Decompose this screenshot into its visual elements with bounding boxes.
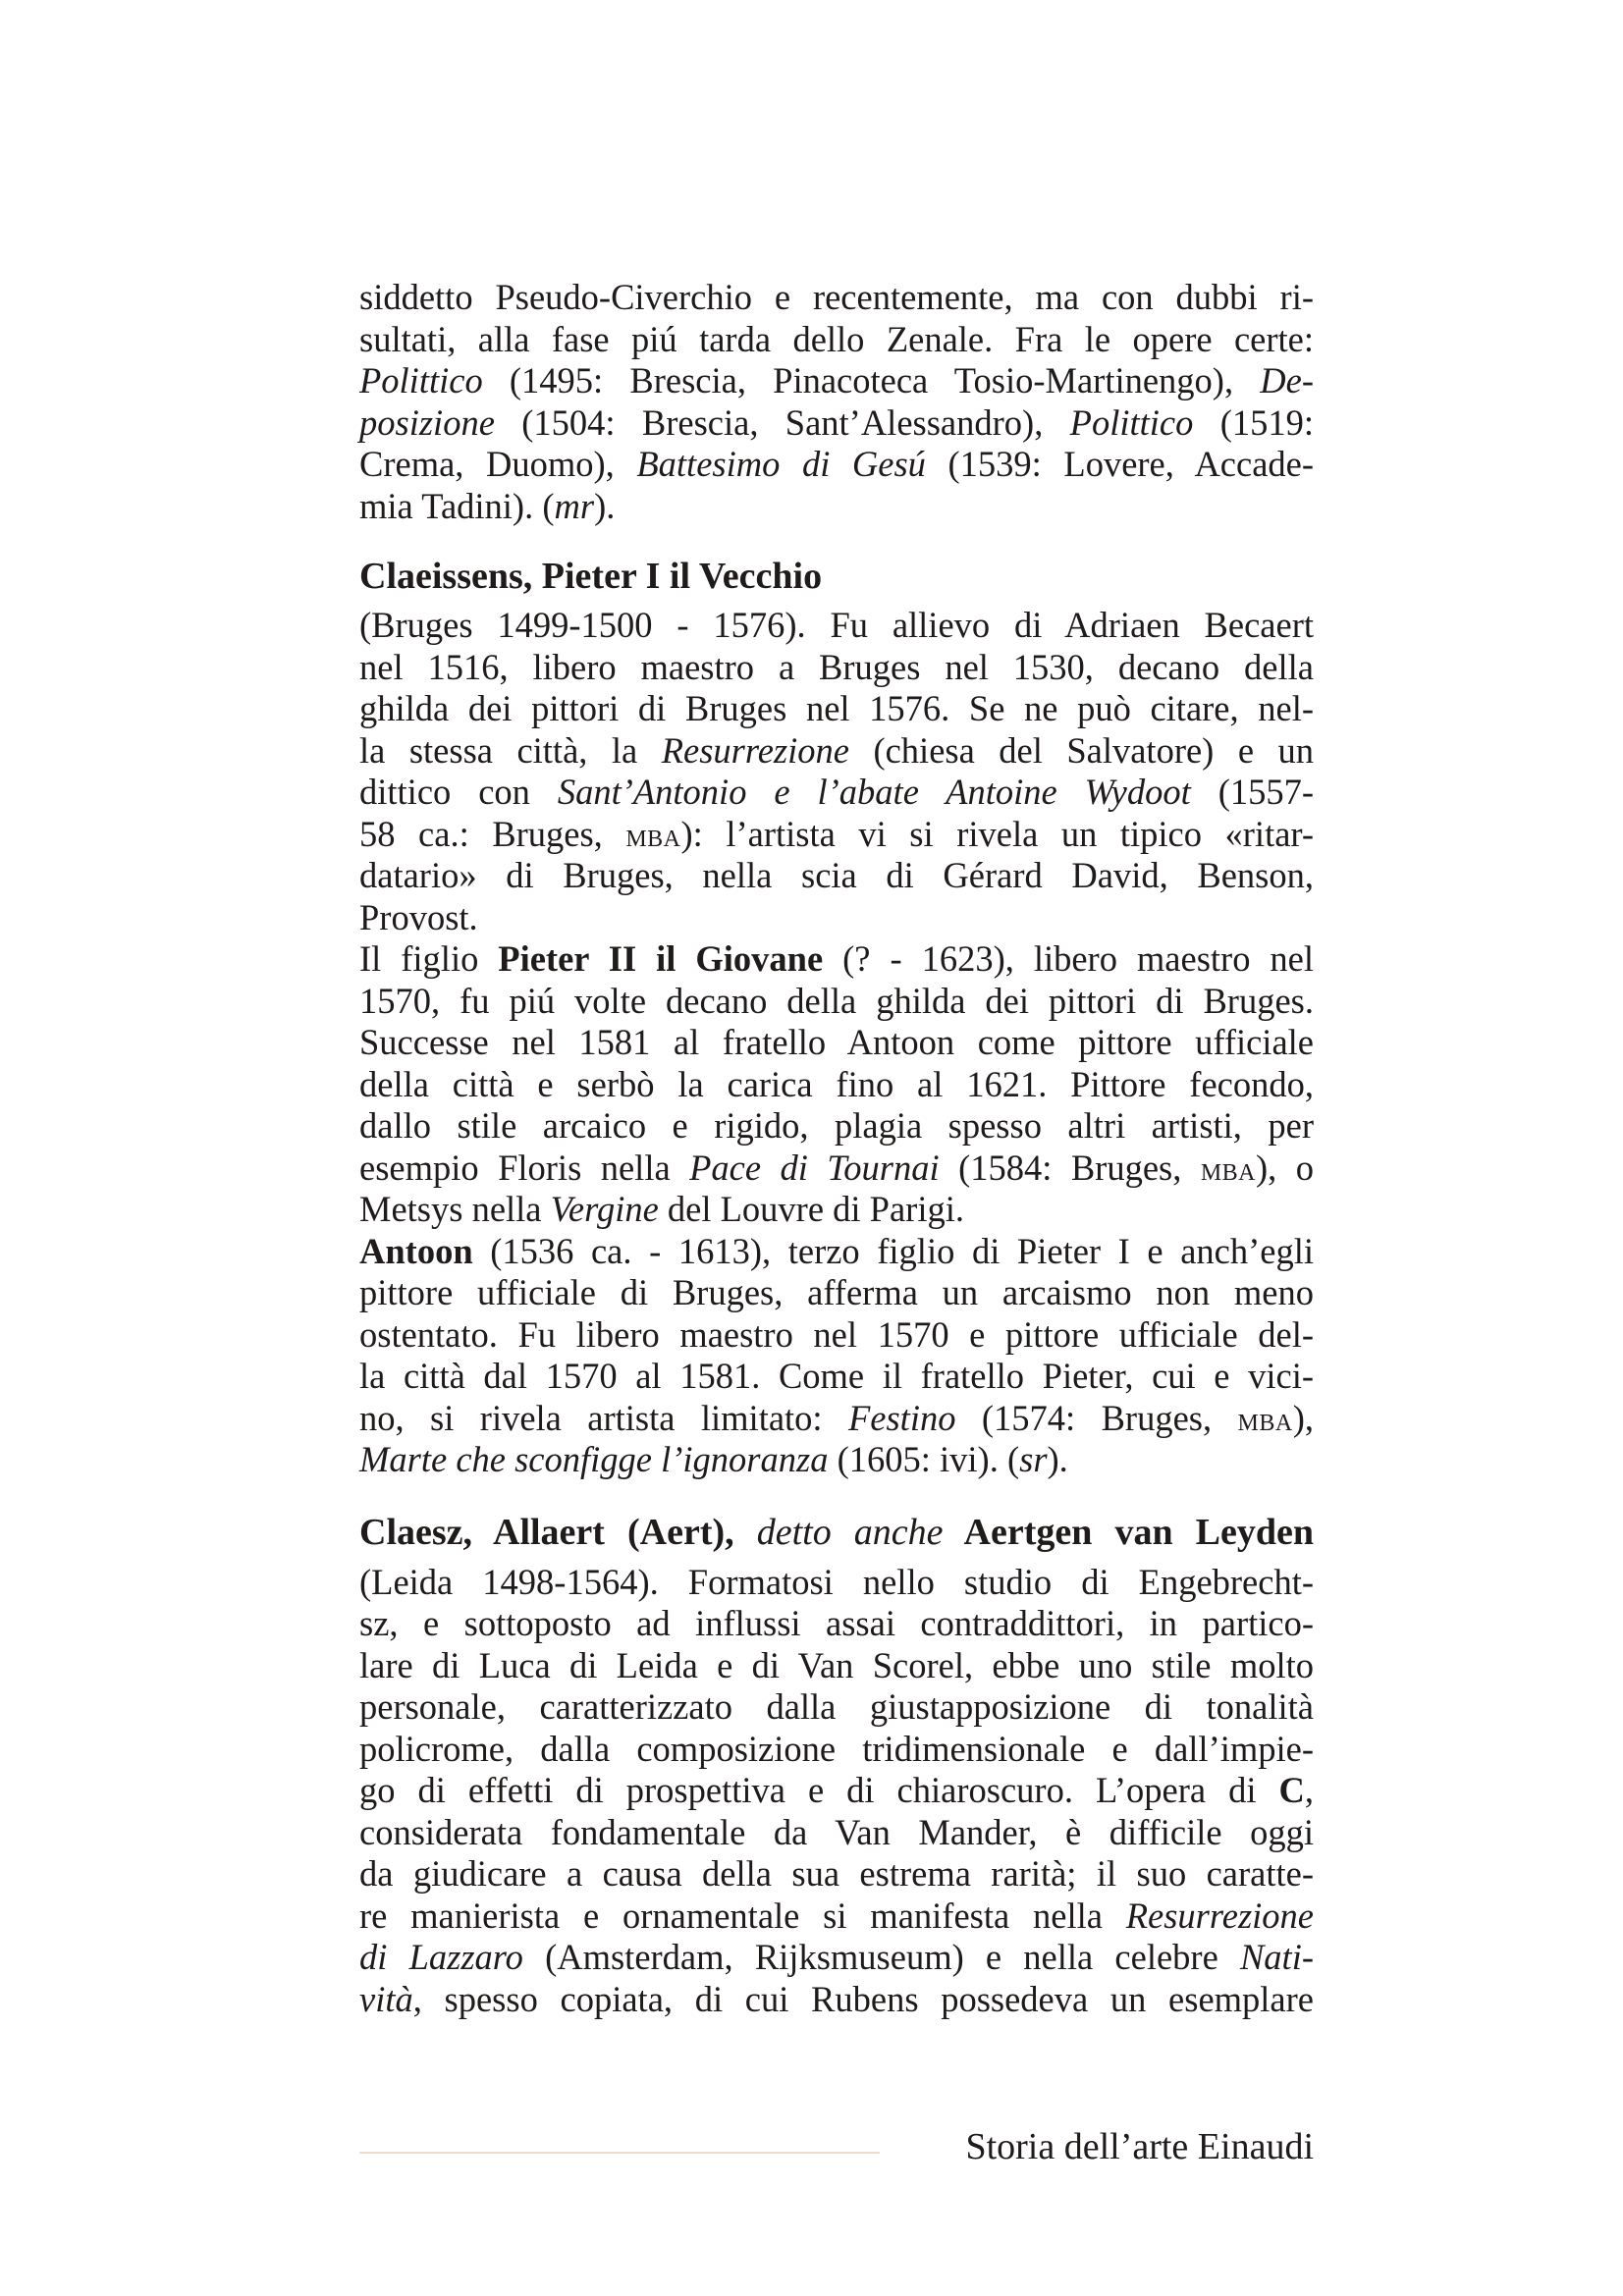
entry-previous-continuation [359,277,1314,527]
text-run: (chiesa del Salvatore) e un [848,729,1314,771]
author-initials: mr [554,485,595,526]
museum-abbreviation: mba [625,817,681,854]
text-line [359,1937,1314,1979]
text-line [359,360,1314,402]
text-line [359,1729,1314,1771]
artist-name: Pieter II il Giovane [498,938,824,979]
museum-abbreviation: mba [1237,1401,1293,1438]
entry-heading-claeissens: Claeissens, Pieter I il Vecchio [359,556,823,597]
text-line [359,1272,1314,1314]
artwork-title: Pace di Tournai [689,1147,940,1188]
artist-abbreviation: C [1278,1770,1305,1810]
text-run: ), [1292,1397,1314,1438]
text-line [359,1853,1314,1896]
entry-claeissens-paragraph-1 [359,605,1314,938]
entry-claesz-paragraph-1 [359,1562,1314,2021]
text-run: (1519: [1193,401,1314,443]
text-run: ). [1047,1439,1068,1479]
footer-rule [359,2152,880,2154]
artwork-title: Resurrezione [661,729,849,771]
text-line [359,402,1314,445]
text-line [359,981,1314,1023]
text-run: siddetto Pseudo-Civerchio e recentemente, ma con dubbi ri- [359,277,1314,317]
text-line [359,1356,1314,1398]
text-line [359,897,1314,939]
text-line [359,1645,1314,1687]
text-run: dallo stile arcaico e rigido, plagia spesso altri artisti, per [359,1105,1314,1146]
text-line [359,1105,1314,1148]
entry-claeissens-paragraph-3 [359,1231,1314,1481]
text-line [359,772,1314,814]
text-line [359,1896,1314,1938]
text-line [359,1686,1314,1729]
text-run: personale, caratterizzato dalla giustapposizione di tonalità [359,1686,1314,1727]
text-run: re manierista e ornamentale si manifesta nella [359,1895,1126,1936]
artwork-title: vità [359,1978,413,2019]
text-line [359,1314,1314,1357]
text-run: (Leida 1498-1564). Formatosi nello studio di Engebrecht- [359,1561,1314,1602]
text-run: , [1304,1770,1314,1810]
artwork-title: Polittico [359,360,483,400]
artwork-title: Resurrezione [1125,1895,1314,1936]
text-line [359,605,1314,647]
artwork-title: di Lazzaro [359,1937,523,1977]
text-line [359,277,1314,319]
text-run: pittore ufficiale di Bruges, afferma un arcaismo non meno [359,1272,1314,1312]
text-run: ), o [1256,1147,1314,1188]
text-run: mia Tadini). ( [359,485,555,526]
entry-heading-claesz [359,1511,1314,1554]
author-initials: sr [1019,1439,1048,1479]
text-run: (Bruges 1499-1500 - 1576). Fu allievo di Adriaen Becaert [359,605,1314,645]
artwork-title: Nati- [1239,1937,1314,1977]
text-run: (1574: Bruges, [955,1397,1238,1438]
artwork-title: Sant’Antonio e l’abate Antoine Wydoot [557,772,1191,812]
text-run: Successe nel 1581 al fratello Antoon come pittore ufficiale [359,1022,1314,1062]
text-run: considerata fondamentale da Van Mander, è difficile oggi [359,1811,1314,1852]
text-line [359,444,1314,486]
text-run: sultati, alla fase piú tarda dello Zenale. Fra le opere certe: [359,318,1314,359]
text-line [359,1398,1314,1440]
text-run: (Amsterdam, Rijksmuseum) e nella celebre [522,1937,1240,1977]
text-run: ghilda dei pittori di Bruges nel 1576. Se ne può citare, nel- [359,688,1314,728]
entry-claeissens-paragraph-2 [359,938,1314,1231]
text-line [359,688,1314,730]
text-run: (? - 1623), libero maestro nel [823,938,1315,979]
text-line [359,1189,1314,1231]
artwork-title: Vergine [550,1189,659,1229]
artwork-title: Battesimo di Gesú [636,444,926,484]
text-run: del Louvre di Parigi. [658,1189,964,1229]
artwork-title: Festino [847,1397,956,1438]
text-line [359,1979,1314,2021]
text-run: (1584: Bruges, [939,1147,1201,1188]
text-run: ostentato. Fu libero maestro nel 1570 e pittore ufficiale del- [359,1313,1314,1355]
text-run: nel 1516, libero maestro a Bruges nel 1530, decano della [359,646,1314,687]
artwork-title: posizione [359,401,495,443]
text-run: la stessa città, la [359,729,662,771]
text-line [359,730,1314,773]
text-run: (1504: Brescia, Sant’Alessandro), [494,401,1070,443]
text-run: sz, e sottoposto ad influssi assai contraddittori, in partico- [359,1603,1314,1643]
text-run: , spesso copiata, di cui Rubens possedeva un esemplare [412,1978,1314,2019]
text-run: dittico con [359,772,558,812]
text-run: Metsys nella [359,1189,551,1229]
heading-alias: Aertgen van Leyden [963,1511,1314,1553]
artist-name: Antoon [359,1230,473,1271]
text-line [359,486,1314,528]
text-run: lare di Luca di Leida e di Van Scorel, ebbe uno stile molto [359,1644,1314,1685]
text-run: Il figlio [359,938,499,979]
heading-alias-label: detto anche [756,1511,944,1553]
museum-abbreviation: mba [1200,1150,1257,1188]
text-run: (1557- [1190,772,1315,812]
text-line [359,1770,1314,1812]
text-run: (1495: Brescia, Pinacoteca Tosio-Martinengo), [482,360,1261,400]
text-run: policrome, dalla composizione tridimensionale e dall’impie- [359,1728,1314,1769]
footer-title: Storia dell’arte Einaudi [965,2126,1314,2167]
text-run: (1605: ivi). ( [828,1439,1020,1479]
text-line [359,1064,1314,1106]
text-line [359,1148,1314,1190]
text-line [359,1603,1314,1645]
text-run: (1539: Lovere, Accade- [925,444,1315,484]
heading-name: Claesz, Allaert (Aert), [359,1511,734,1553]
text-line [359,647,1314,689]
text-run: ): l’artista vi si rivela un tipico «ritar- [680,813,1314,854]
text-line [359,1439,1314,1481]
text-line [359,814,1314,856]
text-run: Crema, Duomo), [359,444,637,484]
page-body [359,277,1314,2020]
text-run: 58 ca.: Bruges, [359,813,626,854]
text-run: ). [594,485,616,526]
text-run: della città e serbò la carica fino al 1621. Pittore fecondo, [359,1063,1314,1104]
text-line [359,1022,1314,1064]
text-run: go di effetti di prospettiva e di chiaroscuro. L’opera di [359,1770,1279,1810]
artwork-title: Polittico [1069,401,1194,443]
text-run: esempio Floris nella [359,1147,690,1188]
text-run: la città dal 1570 al 1581. Come il fratello Pieter, cui e vici- [359,1356,1314,1396]
text-run: da giudicare a causa della sua estrema rarità; il suo caratte- [359,1853,1314,1894]
text-line [359,938,1314,981]
text-line [359,1562,1314,1604]
artwork-title: De- [1260,360,1314,400]
artwork-title: Marte che sconfigge l’ignoranza [359,1439,829,1479]
text-line [359,319,1314,361]
text-line [359,1812,1314,1854]
text-line [359,1231,1314,1273]
text-run: 1570, fu piú volte decano della ghilda dei pittori di Bruges. [359,980,1314,1021]
text-run: datario» di Bruges, nella scia di Gérard David, Benson, [359,855,1314,895]
text-run: Provost. [359,896,478,937]
text-run: (1536 ca. - 1613), terzo figlio di Pieter I e anch’egli [472,1230,1314,1271]
text-line [359,855,1314,897]
text-run: no, si rivela artista limitato: [359,1397,848,1438]
